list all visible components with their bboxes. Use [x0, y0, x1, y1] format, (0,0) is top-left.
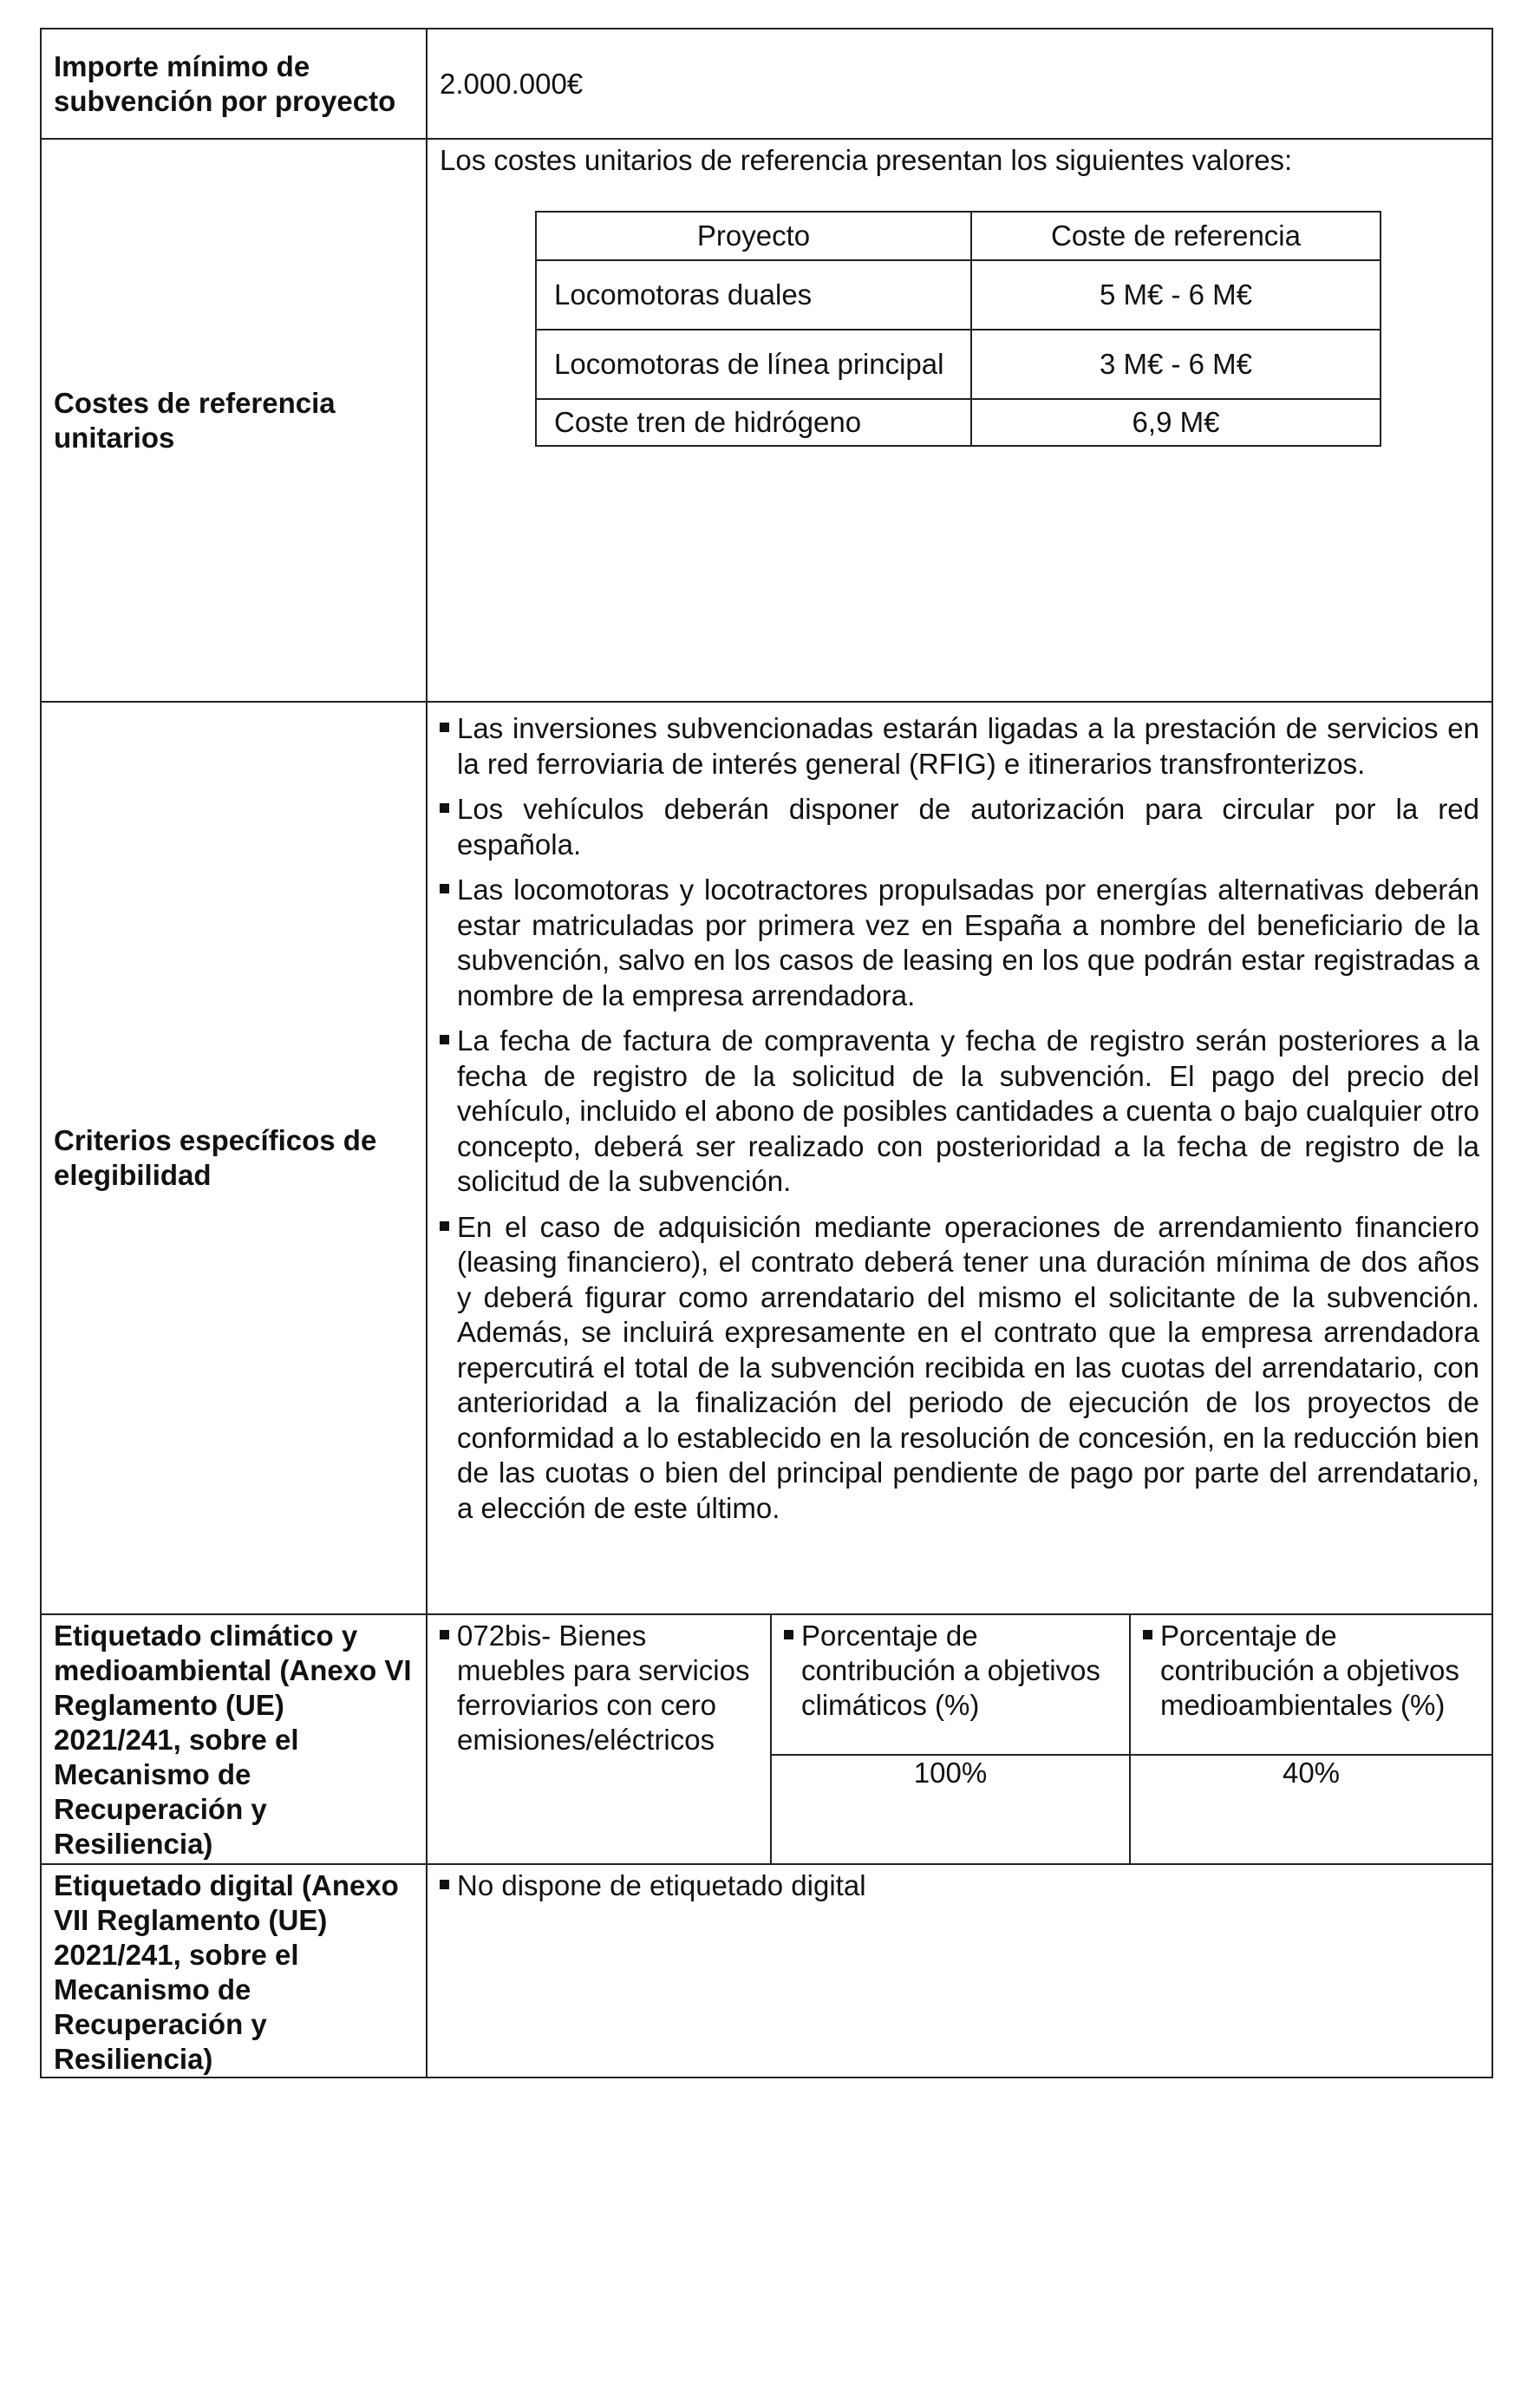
unit-costs-intro: Los costes unitarios de referencia presentan los siguientes valores:	[440, 144, 1293, 176]
row-label: Etiquetado digital (Anexo VII Reglamento (UE) 2021/241, sobre el Mecanismo de Recuperación y Resiliencia)	[42, 1865, 428, 2077]
square-bullet-icon	[440, 1221, 449, 1231]
list-item: No dispone de etiquetado digital	[440, 1868, 1481, 1903]
digital-list	[440, 1868, 1481, 1903]
row-label: Criterios específicos de elegibilidad	[42, 703, 428, 1613]
row-label: Etiquetado climático y medioambiental (Anexo VI Reglamento (UE) 2021/241, sobre el Mecanismo de Recuperación y Resiliencia)	[42, 1615, 428, 1863]
square-bullet-icon	[440, 884, 449, 893]
table-cell: 5 M€ - 6 M€	[971, 260, 1381, 330]
list-item: La fecha de factura de compraventa y fecha de registro serán posteriores a la fecha de registro de la solicitud de la subvención. El pago del precio del vehículo, incluido el abono de posibles cantidades a cuenta o bajo cualquier otro concepto, deberá ser realizado con posterioridad a la fecha de registro de la solicitud de la subvención.	[440, 1024, 1479, 1200]
row-value	[428, 140, 1492, 701]
climate-contribution-cell	[772, 1615, 1131, 1863]
square-bullet-icon	[440, 803, 449, 813]
row-value	[428, 703, 1492, 1613]
column-header: Coste de referencia	[971, 212, 1381, 260]
list-item: Los vehículos deberán disponer de autorización para circular por la red española.	[440, 792, 1479, 862]
table-row	[536, 399, 1381, 446]
header-list	[1143, 1619, 1481, 1723]
row-value	[428, 1615, 1492, 1863]
row-digital-labelling	[42, 1863, 1492, 2077]
table-cell: Locomotoras duales	[536, 260, 971, 330]
intervention-field-cell	[428, 1615, 772, 1863]
environment-value: 40%	[1282, 1757, 1341, 1789]
row-unit-costs	[42, 138, 1492, 701]
min-amount-value: 2.000.000€	[440, 67, 584, 100]
document-table	[40, 28, 1493, 2078]
table-row	[536, 260, 1381, 330]
row-value	[428, 29, 1492, 138]
row-min-amount	[42, 29, 1492, 138]
list-item: Las locomotoras y locotractores propulsadas por energías alternativas deberán estar matriculadas por primera vez en España a nombre del beneficiario de la subvención, salvo en los casos de leasing en los que podrán estar registradas a nombre de la empresa arrendadora.	[440, 873, 1479, 1013]
environment-contribution-cell	[1131, 1615, 1492, 1863]
list-item: Porcentaje de contribución a objetivos climáticos (%)	[784, 1619, 1119, 1723]
row-eligibility-criteria	[42, 701, 1492, 1613]
column-header: Proyecto	[536, 212, 971, 260]
list-item: Las inversiones subvencionadas estarán ligadas a la prestación de servicios en la red ferroviaria de interés general (RFIG) e itinerarios transfronterizos.	[440, 711, 1479, 782]
square-bullet-icon	[1143, 1630, 1152, 1639]
row-label: Importe mínimo de subvención por proyecto	[42, 29, 428, 138]
square-bullet-icon	[784, 1630, 793, 1639]
table-cell: Locomotoras de línea principal	[536, 330, 971, 399]
table-cell: 6,9 M€	[971, 399, 1381, 446]
row-value	[428, 1865, 1492, 2077]
list-item: 072bis- Bienes muebles para servicios ferroviarios con cero emisiones/eléctricos	[440, 1619, 760, 1757]
square-bullet-icon	[440, 723, 449, 732]
table-header-row	[536, 212, 1381, 260]
climate-value: 100%	[913, 1757, 988, 1789]
row-climate-labelling	[42, 1613, 1492, 1863]
climate-header	[772, 1615, 1129, 1756]
reference-cost-table	[535, 211, 1381, 447]
square-bullet-icon	[440, 1880, 449, 1889]
list-item: Porcentaje de contribución a objetivos medioambientales (%)	[1143, 1619, 1481, 1723]
list-item: En el caso de adquisición mediante operaciones de arrendamiento financiero (leasing financiero), el contrato deberá tener una duración mínima de dos años y deberá figurar como arrendatario del mismo el solicitante de la subvención. Además, se incluirá expresamente en el contrato que la empresa arrendadora repercutirá el total de la subvención recibida en las cuotas del arrendatario, con anterioridad a la finalización del periodo de ejecución de los proyectos de conformidad a lo establecido en la resolución de concesión, en la reducción bien de las cuotas o bien del principal pendiente de pago por parte del arrendatario, a elección de este último.	[440, 1210, 1479, 1527]
table-cell: 3 M€ - 6 M€	[971, 330, 1381, 399]
square-bullet-icon	[440, 1630, 449, 1639]
row-label: Costes de referencia unitarios	[42, 140, 428, 701]
environment-header	[1131, 1615, 1492, 1756]
criteria-list	[440, 711, 1479, 1526]
field-list	[440, 1619, 760, 1757]
square-bullet-icon	[440, 1035, 449, 1044]
table-cell: Coste tren de hidrógeno	[536, 399, 971, 446]
header-list	[784, 1619, 1119, 1723]
table-row	[536, 330, 1381, 399]
